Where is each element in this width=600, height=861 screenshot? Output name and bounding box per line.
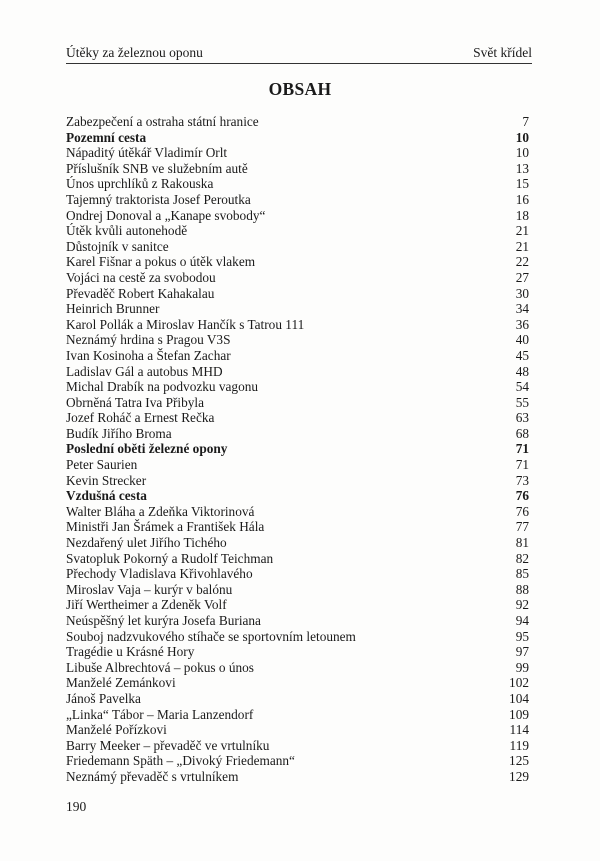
toc-entry-title: Manželé Pořízkovi (66, 722, 167, 738)
toc-entry-title: Obrněná Tatra Iva Přibyla (66, 394, 205, 410)
table-of-contents (66, 114, 529, 785)
header-rule (66, 63, 532, 64)
toc-entry-title: Miroslav Vaja – kurýr v balónu (66, 581, 233, 597)
toc-entry-title: Manželé Zemánkovi (66, 675, 176, 691)
toc-entry (66, 426, 529, 442)
toc-entry (66, 239, 529, 255)
toc-entry-title: Zabezpečení a ostraha státní hranice (66, 114, 259, 129)
toc-entry-page: 34 (515, 301, 529, 317)
toc-entry-title: Neznámý hrdina s Pragou V3S (66, 332, 231, 348)
toc-entry (66, 629, 529, 645)
toc-entry-page: 129 (509, 768, 529, 784)
toc-entry-page: 94 (515, 613, 529, 628)
toc-entry-page: 68 (515, 425, 529, 441)
toc-entry-title: Neznámý převaděč s vrtulníkem (66, 768, 239, 784)
toc-entry-title: Vojáci na cestě za svobodou (66, 269, 216, 285)
toc-entry-page: 92 (515, 597, 529, 613)
toc-entry-title: Ondrej Donoval a „Kanape svobody“ (66, 207, 266, 223)
toc-entry (66, 208, 529, 224)
toc-entry (66, 660, 529, 676)
toc-entry-page: 21 (515, 223, 529, 239)
toc-entry-page: 36 (515, 316, 529, 332)
toc-entry-title: Friedemann Späth – „Divoký Friedemann“ (66, 753, 295, 769)
toc-entry (66, 675, 529, 691)
toc-entry-page: 15 (515, 176, 529, 192)
toc-entry-title: Heinrich Brunner (66, 301, 160, 317)
toc-entry (66, 738, 529, 754)
toc-entry (66, 254, 529, 270)
toc-entry (66, 301, 529, 317)
toc-entry-page: 104 (509, 690, 529, 706)
toc-entry (66, 176, 529, 192)
toc-entry-page: 63 (515, 410, 529, 426)
toc-entry-title: Únos uprchlíků z Rakouska (66, 176, 214, 192)
toc-entry-page: 45 (515, 347, 529, 363)
toc-entry-page: 71 (515, 441, 529, 457)
toc-entry-page: 81 (515, 535, 529, 551)
toc-entry-page: 114 (509, 722, 529, 738)
toc-entry-title: Peter Saurien (66, 457, 138, 473)
toc-entry-title: Jiří Wertheimer a Zdeněk Volf (66, 597, 227, 613)
page-title: OBSAH (268, 79, 332, 99)
toc-entry-page: 10 (515, 129, 529, 145)
toc-entry-title: Walter Bláha a Zdeňka Viktorinová (66, 503, 255, 519)
toc-entry-page: 21 (515, 238, 529, 254)
toc-entry-page: 16 (515, 191, 529, 207)
toc-entry-title: Útěk kvůli autonehodě (66, 223, 188, 239)
toc-entry (66, 114, 529, 130)
toc-entry-page: 18 (515, 207, 529, 223)
toc-entry-page: 30 (515, 285, 529, 301)
toc-entry-title: Svatopluk Pokorný a Rudolf Teichman (66, 550, 274, 566)
toc-entry-page: 99 (515, 659, 529, 675)
toc-entry-title: Vzdušná cesta (66, 488, 147, 504)
toc-entry-page: 13 (515, 160, 529, 176)
toc-entry (66, 364, 529, 380)
toc-entry-page: 97 (515, 644, 529, 660)
toc-entry-page: 48 (515, 363, 529, 379)
toc-entry-page: 10 (515, 145, 529, 161)
toc-entry-title: Převaděč Robert Kahakalau (66, 285, 215, 301)
toc-entry-page: 40 (515, 332, 529, 348)
toc-entry (66, 348, 529, 364)
toc-entry (66, 223, 529, 239)
toc-entry-page: 119 (509, 737, 529, 753)
toc-entry (66, 504, 529, 520)
toc-entry-title: Karol Pollák a Miroslav Hančík s Tatrou 111 (66, 316, 305, 332)
toc-entry-page: 71 (515, 457, 529, 473)
toc-entry-title: Kevin Strecker (66, 472, 147, 488)
toc-entry (66, 644, 529, 660)
toc-entry-title: Důstojník v sanitce (66, 238, 169, 254)
toc-entry (66, 535, 529, 551)
toc-entry-title: Souboj nadzvukového stíhače se sportovním letounem (66, 628, 356, 644)
toc-entry (66, 691, 529, 707)
toc-entry-page: 55 (515, 394, 529, 410)
toc-entry-page: 54 (515, 379, 529, 395)
toc-entry (66, 566, 529, 582)
toc-entry-page: 77 (515, 519, 529, 535)
toc-entry-title: Nezdařený ulet Jiřího Tichého (66, 535, 227, 551)
toc-entry-page: 102 (509, 675, 529, 691)
toc-entry-title: Ministři Jan Šrámek a František Hála (66, 519, 265, 535)
toc-entry (66, 613, 529, 629)
toc-entry-page: 22 (515, 254, 529, 270)
toc-entry (66, 192, 529, 208)
toc-entry-title: Neúspěšný let kurýra Josefa Buriana (66, 613, 261, 628)
toc-entry-title: Barry Meeker – převaděč ve vrtulníku (66, 737, 270, 753)
toc-entry-title: Pozemní cesta (66, 129, 147, 145)
toc-entry (66, 317, 529, 333)
toc-entry-title: Jánoš Pavelka (66, 690, 141, 706)
toc-entry-title: Nápaditý útěkář Vladimír Orlt (66, 145, 228, 161)
toc-entry (66, 582, 529, 598)
toc-entry-title: Tajemný traktorista Josef Peroutka (66, 191, 251, 207)
toc-entry-page: 88 (515, 581, 529, 597)
toc-entry-title: Ivan Kosinoha a Štefan Zachar (66, 347, 231, 363)
toc-entry-page: 73 (515, 472, 529, 488)
toc-entry (66, 473, 529, 489)
toc-entry-title: Libuše Albrechtová – pokus o únos (66, 659, 254, 675)
toc-entry (66, 597, 529, 613)
toc-entry (66, 332, 529, 348)
toc-entry-title: Příslušník SNB ve služebním autě (66, 160, 248, 176)
toc-entry-page: 85 (515, 566, 529, 582)
toc-entry-title: Přechody Vladislava Křivohlavého (66, 566, 253, 582)
toc-entry-page: 82 (515, 550, 529, 566)
toc-entry-page: 76 (515, 488, 529, 504)
running-header (66, 44, 532, 62)
toc-section-heading (66, 488, 529, 504)
toc-entry-title: Karel Fišnar a pokus o útěk vlakem (66, 254, 256, 270)
toc-section-heading (66, 130, 529, 146)
toc-entry (66, 286, 529, 302)
toc-section-heading (66, 441, 529, 457)
running-header-book-title: Útěky za železnou oponu (66, 45, 203, 60)
toc-entry-title: Poslední oběti železné opony (66, 441, 228, 457)
toc-entry-title: Tragédie u Krásné Hory (66, 644, 195, 660)
toc-entry (66, 270, 529, 286)
toc-entry-page: 109 (509, 706, 529, 722)
toc-entry (66, 769, 529, 785)
toc-entry-title: Jozef Roháč a Ernest Rečka (66, 410, 215, 426)
toc-entry-title: Ladislav Gál a autobus MHD (66, 363, 223, 379)
toc-entry (66, 161, 529, 177)
toc-entry (66, 722, 529, 738)
toc-entry (66, 379, 529, 395)
toc-entry (66, 519, 529, 535)
toc-entry (66, 395, 529, 411)
toc-entry-page: 125 (509, 753, 529, 769)
toc-entry-title: „Linka“ Tábor – Maria Lanzendorf (66, 706, 254, 722)
toc-entry (66, 707, 529, 723)
toc-entry-title: Michal Drabík na podvozku vagonu (66, 379, 259, 395)
toc-entry-title: Budík Jiřího Broma (66, 425, 172, 441)
toc-entry-page: 95 (515, 628, 529, 644)
toc-entry (66, 145, 529, 161)
running-header-series: Svět křídel (473, 45, 532, 60)
toc-entry-page: 76 (515, 503, 529, 519)
toc-entry (66, 457, 529, 473)
toc-entry-page: 27 (515, 269, 529, 285)
toc-entry (66, 551, 529, 567)
toc-entry (66, 410, 529, 426)
page-number: 190 (66, 799, 87, 814)
toc-entry (66, 753, 529, 769)
toc-entry-page: 7 (522, 114, 529, 129)
